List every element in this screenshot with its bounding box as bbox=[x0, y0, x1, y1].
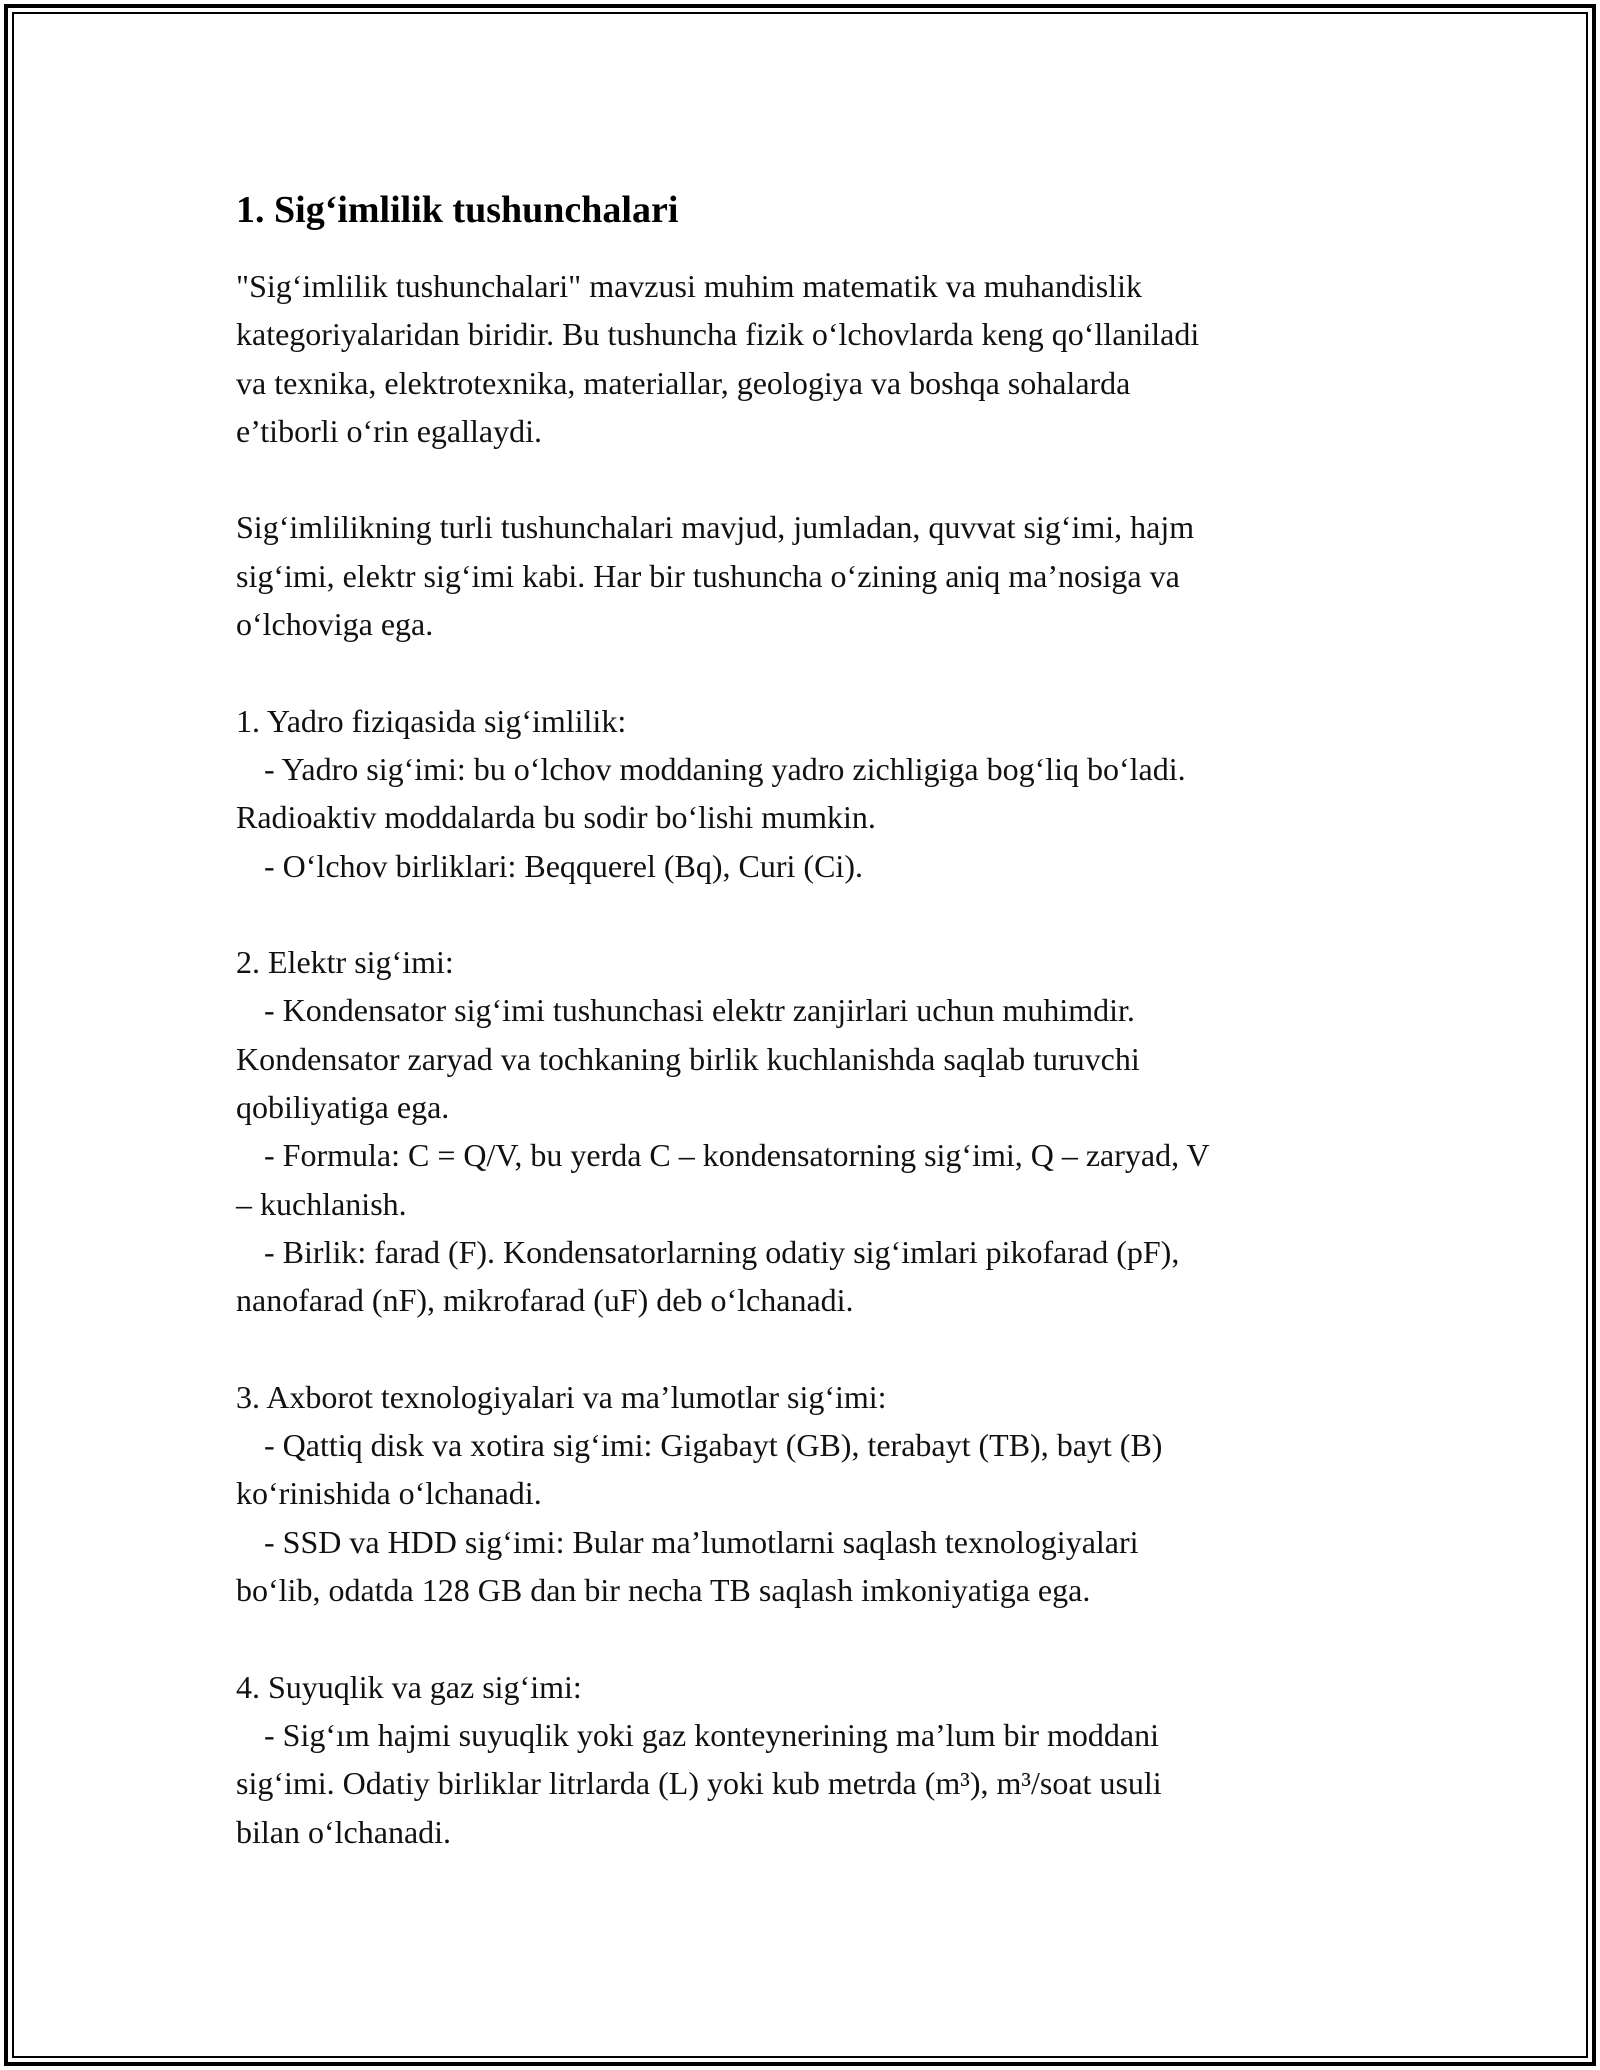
paragraph-list bbox=[236, 262, 1366, 1856]
text-line: 2. Elektr sig‘imi: bbox=[236, 944, 454, 981]
text-line: - Sig‘ım hajmi suyuqlik yoki gaz konteynerining ma’lum bir moddani bbox=[264, 1716, 1159, 1753]
text-line: e’tiborli o‘rin egallaydi. bbox=[236, 412, 542, 449]
text-line: 1. Yadro fiziqasida sig‘imlilik: bbox=[236, 702, 627, 739]
paragraph bbox=[236, 938, 1366, 1324]
text-line: - O‘lchov birliklari: Beqquerel (Bq), Curi (Ci). bbox=[264, 847, 863, 884]
text-line: kategoriyalaridan biridir. Bu tushuncha fizik o‘lchovlarda keng qo‘llaniladi bbox=[236, 316, 1200, 353]
text-line: - Yadro sig‘imi: bu o‘lchov moddaning yadro zichligiga bog‘liq bo‘ladi. bbox=[264, 750, 1186, 787]
text-line: - SSD va HDD sig‘imi: Bular ma’lumotlarni saqlash texnologiyalari bbox=[264, 1523, 1139, 1560]
text-line: "Sig‘imlilik tushunchalari" mavzusi muhim matematik va muhandislik bbox=[236, 268, 1142, 304]
text-line: o‘lchoviga ega. bbox=[236, 606, 434, 643]
paragraph bbox=[236, 1663, 1366, 1856]
paragraph bbox=[236, 1373, 1366, 1614]
text-line: sig‘imi, elektr sig‘imi kabi. Har bir tushuncha o‘zining aniq ma’nosiga va bbox=[236, 557, 1180, 594]
text-line: 4. Suyuqlik va gaz sig‘imi: bbox=[236, 1668, 582, 1705]
text-line: ko‘rinishida o‘lchanadi. bbox=[236, 1475, 542, 1512]
text-line: - Kondensator sig‘imi tushunchasi elektr zanjirlari uchun muhimdir. bbox=[264, 992, 1135, 1029]
text-line: - Birlik: farad (F). Kondensatorlarning odatiy sig‘imlari pikofarad (pF), bbox=[264, 1233, 1180, 1270]
text-line: qobiliyatiga ega. bbox=[236, 1089, 450, 1126]
text-line: - Formula: C = Q/V, bu yerda C – kondensatorning sig‘imi, Q – zaryad, V bbox=[264, 1137, 1210, 1174]
text-line: Kondensator zaryad va tochkaning birlik kuchlanishda saqlab turuvchi bbox=[236, 1040, 1140, 1077]
paragraph bbox=[236, 697, 1366, 890]
paragraph bbox=[236, 503, 1366, 648]
text-line: – kuchlanish. bbox=[236, 1185, 407, 1222]
text-line: sig‘imi. Odatiy birliklar litrlarda (L) yoki kub metrda (m³), m³/soat usuli bbox=[236, 1765, 1162, 1802]
text-line: bo‘lib, odatda 128 GB dan bir necha TB saqlash imkoniyatiga ega. bbox=[236, 1572, 1091, 1609]
text-line: 3. Axborot texnologiyalari va ma’lumotlar sig‘imi: bbox=[236, 1378, 887, 1415]
text-line: - Qattiq disk va xotira sig‘imi: Gigabayt (GB), terabayt (TB), bayt (B) bbox=[264, 1427, 1163, 1464]
text-line: nanofarad (nF), mikrofarad (uF) deb o‘lchanadi. bbox=[236, 1282, 854, 1319]
text-line: va texnika, elektrotexnika, materiallar, geologiya va boshqa sohalarda bbox=[236, 364, 1131, 401]
text-line: Sig‘imlilikning turli tushunchalari mavjud, jumladan, quvvat sig‘imi, hajm bbox=[236, 509, 1195, 546]
paragraph bbox=[236, 262, 1366, 455]
document-title: 1. Sig‘imlilik tushunchalari bbox=[236, 189, 679, 231]
text-line: Radioaktiv moddalarda bu sodir bo‘lishi mumkin. bbox=[236, 799, 876, 836]
document-body bbox=[236, 186, 1366, 1904]
text-line: bilan o‘lchanadi. bbox=[236, 1813, 452, 1850]
